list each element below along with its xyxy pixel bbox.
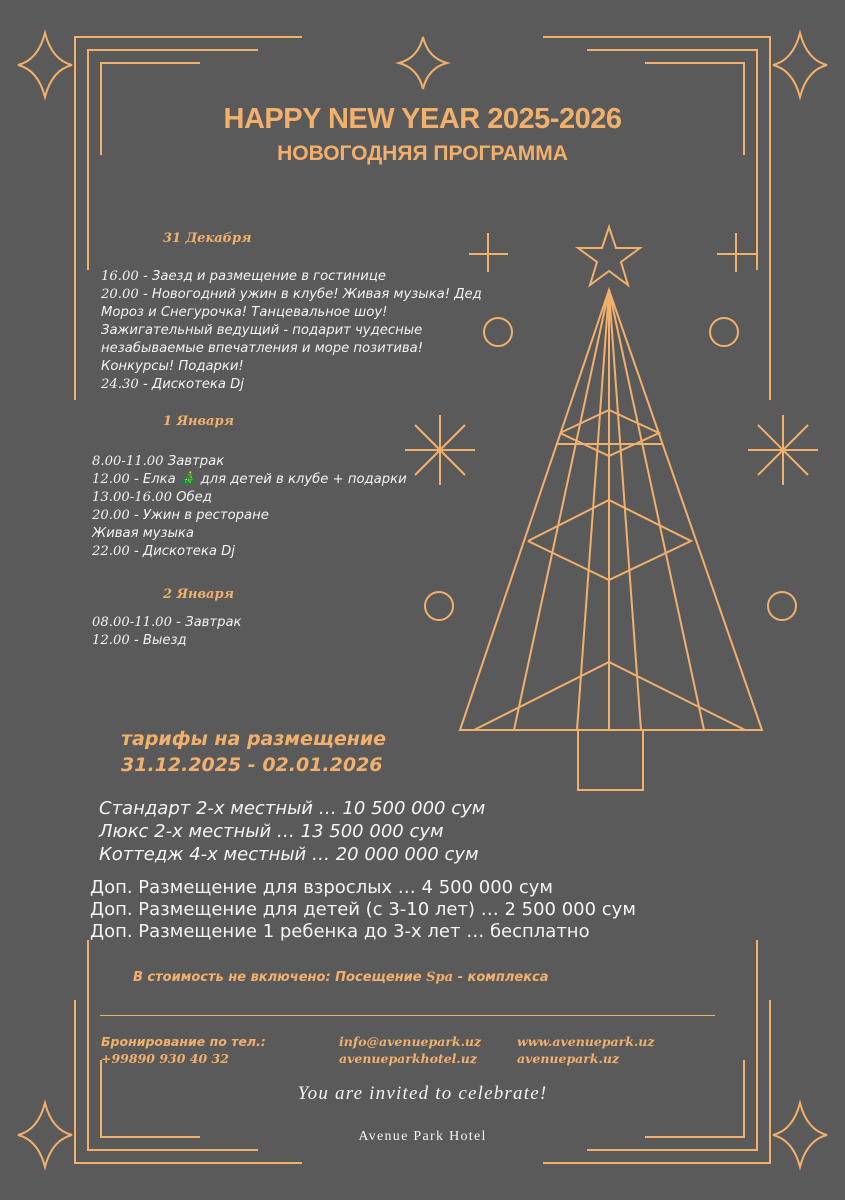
ornament-circle-icon <box>484 318 512 346</box>
schedule-item: Зажигательный ведущий - подарит чудесные <box>101 323 423 338</box>
social-link[interactable]: avenueparkhotel.uz <box>339 1051 477 1066</box>
schedule-item: 24.30 - Дискотека Dj <box>101 377 244 392</box>
email-link[interactable]: info@avenuepark.uz <box>339 1034 482 1049</box>
ornament-circle-icon <box>425 592 453 620</box>
ornament-circle-icon <box>710 318 738 346</box>
invitation-text: You are invited to celebrate! <box>297 1083 548 1104</box>
extra-bed-rates <box>90 877 636 943</box>
phone-number[interactable]: +99890 930 40 32 <box>101 1051 229 1066</box>
page-subtitle: НОВОГОДНЯЯ ПРОГРАММА <box>277 142 568 165</box>
sparkle-star-icon <box>399 37 447 89</box>
schedule-item: 16.00 - Заезд и размещение в гостинице <box>101 269 386 284</box>
schedule-item: 20.00 - Ужин в ресторане <box>92 508 269 523</box>
day-heading: 31 Декабря <box>163 231 252 246</box>
plus-sparkle-icon <box>717 233 756 272</box>
not-included-note: В стоимость не включено: Посещение Spa - комплекса <box>133 970 549 985</box>
extra-rate-row: Доп. Размещение 1 ребенка до 3-х лет … бесплатно <box>90 921 590 942</box>
schedule-day-1-jan <box>92 453 407 561</box>
schedule-item: Мороз и Снегурочка! Танцевальное шоу! <box>101 305 388 320</box>
schedule-item: 08.00-11.00 - Завтрак <box>92 615 242 630</box>
schedule-item: 8.00-11.00 Завтрак <box>92 454 225 469</box>
schedule-item: 20.00 - Новогодний ужин в клубе! Живая музыка! Дед <box>101 287 482 302</box>
page-title: HAPPY NEW YEAR 2025-2026 <box>223 103 622 135</box>
schedule-item: Конкурсы! Подарки! <box>101 359 244 374</box>
hotel-name: Avenue Park Hotel <box>358 1129 487 1144</box>
rates-section <box>121 726 386 778</box>
christmas-tree-icon <box>460 290 762 790</box>
schedule-item: 13.00-16.00 Обед <box>92 490 212 505</box>
tree-top-star-icon <box>578 227 640 285</box>
extra-rate-row: Доп. Размещение для взрослых … 4 500 000 сум <box>90 877 553 898</box>
website-link[interactable]: www.avenuepark.uz <box>517 1034 655 1049</box>
ornament-circle-icon <box>768 592 796 620</box>
room-rate-row: Стандарт 2-х местный … 10 500 000 сум <box>99 798 486 819</box>
day-heading: 2 Января <box>163 587 234 602</box>
schedule-item: 12.00 - Елка 🎄 для детей в клубе + подарки <box>92 472 407 487</box>
booking-label: Бронирование по тел.: <box>101 1034 266 1049</box>
room-rates <box>99 797 485 866</box>
extra-rate-row: Доп. Размещение для детей (с 3-10 лет) … 2 500 000 сум <box>90 899 636 920</box>
snowflake-icon <box>405 415 475 485</box>
booking-contact <box>101 1033 266 1067</box>
schedule-item: 22.00 - Дискотека Dj <box>92 544 235 559</box>
rates-title: тарифы на размещение <box>121 728 387 750</box>
sparkle-star-icon <box>18 33 72 97</box>
email-contact <box>339 1033 481 1067</box>
schedule-item: незабываемые впечатления и море позитива! <box>101 341 424 356</box>
handle-link[interactable]: avenuepark.uz <box>517 1051 620 1066</box>
schedule-day-31-dec <box>101 268 482 394</box>
plus-sparkle-icon <box>469 233 508 272</box>
day-heading: 1 Января <box>163 414 234 429</box>
divider <box>100 1015 715 1016</box>
web-contact <box>517 1033 654 1067</box>
room-rate-row: Коттедж 4-х местный … 20 000 000 сум <box>99 844 479 865</box>
schedule-day-2-jan <box>92 614 242 650</box>
rates-period: 31.12.2025 - 02.01.2026 <box>121 754 383 776</box>
frame-corner-top-right <box>543 37 770 400</box>
snowflake-icon <box>748 415 818 485</box>
schedule-item: Живая музыка <box>92 526 194 541</box>
schedule-item: 12.00 - Выезд <box>92 633 187 648</box>
sparkle-star-icon <box>773 33 827 97</box>
room-rate-row: Люкс 2-х местный … 13 500 000 сум <box>99 821 444 842</box>
christmas-tree-emoji-icon: 🎄 <box>179 472 197 487</box>
